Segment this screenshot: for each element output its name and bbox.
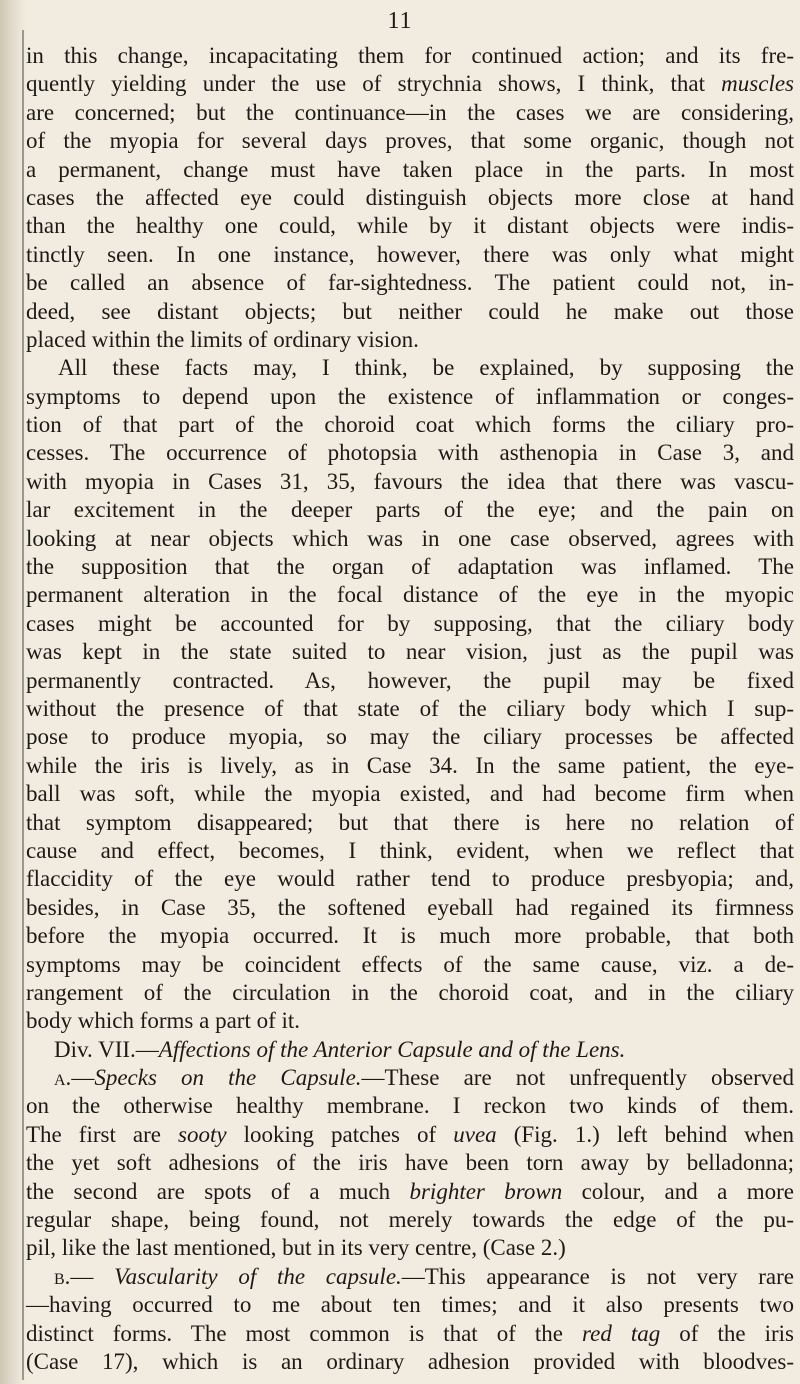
- italic-text: muscles: [721, 71, 794, 97]
- text-run: looking at near objects which was in one case observed, agrees with: [26, 525, 794, 551]
- text-run: regular shape, being found, not merely towards the edge of the pu-: [26, 1207, 794, 1233]
- text-line: [26, 70, 794, 98]
- text-run: in this change, incapacitating them for continued action; and its fre-: [26, 43, 794, 68]
- text-run: cesses. The occurrence of photopsia with asthenopia in Case 3, and: [26, 440, 794, 466]
- italic-text: red tag: [582, 1320, 661, 1346]
- text-line: [26, 723, 794, 751]
- text-line: [26, 1121, 794, 1149]
- text-line: [26, 752, 794, 780]
- italic-text: Specks on the Capsule.: [94, 1065, 362, 1091]
- text-run: tion of that part of the choroid coat which forms the ciliary pro-: [26, 412, 794, 438]
- text-run: colour, and a more: [562, 1178, 794, 1204]
- text-run: are concerned; but the continuance—in the cases we are considering,: [26, 99, 794, 125]
- text-line: [26, 837, 794, 865]
- text-line: [26, 610, 794, 638]
- text-run: that symptom disappeared; but that there is here no relation of: [26, 809, 794, 835]
- text-run: —: [70, 1263, 115, 1289]
- text-run: rangement of the circulation in the choroid coat, and in the ciliary: [26, 979, 794, 1005]
- text-line: [26, 979, 794, 1007]
- text-run: distinct forms. The most common is that of the: [26, 1320, 583, 1346]
- text-line: [26, 1348, 794, 1376]
- text-run: permanent alteration in the focal distance of the eye in the myopic: [26, 582, 794, 608]
- text-line: [26, 1263, 794, 1291]
- text-line: [26, 667, 794, 695]
- text-line: [26, 894, 794, 922]
- text-run: All these facts may, I think, be explained, by supposing the: [58, 355, 794, 381]
- text-run: the second are spots of a much: [26, 1178, 410, 1204]
- text-line: [26, 241, 794, 269]
- text-line: [26, 1320, 794, 1348]
- text-run: before the myopia occurred. It is much more probable, that both: [26, 923, 794, 949]
- text-run: a permanent, change must have taken place in the parts. In most: [26, 156, 794, 182]
- text-line: [26, 525, 794, 553]
- text-run: (Fig. 1.) left behind when: [496, 1121, 794, 1147]
- text-run: tinctly seen. In one instance, however, there was only what might: [26, 241, 794, 267]
- text-run: of the myopia for several days proves, that some organic, though not: [26, 128, 794, 154]
- text-line: [26, 411, 794, 439]
- italic-text: Affections of the Anterior Capsule and of the Lens.: [158, 1036, 626, 1062]
- text-run: pil, like the last mentioned, but in its very centre, (Case 2.): [26, 1235, 566, 1261]
- binding-gutter-line: [22, 30, 24, 1380]
- text-line: [26, 184, 794, 212]
- text-line: [26, 581, 794, 609]
- text-run: without the presence of that state of the ciliary body which I sup-: [26, 695, 794, 721]
- text-run: deed, see distant objects; but neither could he make out those: [26, 298, 794, 324]
- text-line: [26, 1007, 794, 1035]
- text-line: [26, 1064, 794, 1092]
- text-run: while the iris is lively, as in Case 34. In the same patient, the eye-: [26, 752, 794, 778]
- body-text: [26, 42, 794, 1376]
- text-line: [26, 42, 794, 70]
- text-run: The first are: [26, 1121, 179, 1147]
- text-line: [26, 439, 794, 467]
- text-run: body which forms a part of it.: [26, 1008, 301, 1034]
- text-line: [26, 383, 794, 411]
- text-run: lar excitement in the deeper parts of the eye; and the pain on: [26, 497, 794, 523]
- text-run: of the iris: [660, 1320, 794, 1346]
- text-line: [26, 99, 794, 127]
- text-run: (Case 17), which is an ordinary adhesion provided with bloodves-: [26, 1348, 794, 1374]
- text-run: was kept in the state suited to near vision, just as the pupil was: [26, 639, 794, 665]
- text-line: [26, 638, 794, 666]
- text-line: [26, 212, 794, 240]
- text-run: besides, in Case 35, the softened eyeball had regained its firmness: [26, 894, 794, 920]
- section-heading: [26, 1036, 794, 1064]
- text-line: [26, 127, 794, 155]
- text-run: ball was soft, while the myopia existed, and had become firm when: [26, 781, 794, 807]
- text-run: looking patches of: [226, 1121, 454, 1147]
- text-run: —: [71, 1065, 95, 1091]
- text-line: [26, 695, 794, 723]
- text-run: flaccidity of the eye would rather tend to produce presbyopia; and,: [26, 866, 794, 892]
- text-line: [26, 1149, 794, 1177]
- text-line: [26, 496, 794, 524]
- italic-text: uvea: [453, 1121, 497, 1147]
- text-line: [26, 269, 794, 297]
- text-line: [26, 326, 794, 354]
- text-run: cases might be accounted for by supposing, that the ciliary body: [26, 610, 794, 636]
- text-line: [26, 468, 794, 496]
- text-run: symptoms to depend upon the existence of inflammation or conges-: [26, 383, 794, 409]
- italic-text: sooty: [178, 1121, 227, 1147]
- text-line: [26, 809, 794, 837]
- text-line: [26, 298, 794, 326]
- text-run: quently yielding under the use of strychnia shows, I think, that: [26, 71, 722, 97]
- text-line: [26, 922, 794, 950]
- text-run: —This appearance is not very rare: [401, 1263, 794, 1289]
- text-line: [26, 1234, 794, 1262]
- text-run: a.: [54, 1065, 72, 1091]
- text-run: with myopia in Cases 31, 35, favours the idea that there was vascu-: [26, 468, 794, 494]
- text-run: than the healthy one could, while by it distant objects were indis-: [26, 213, 794, 239]
- text-run: —having occurred to me about ten times; and it also presents two: [26, 1292, 794, 1318]
- text-line: [26, 1092, 794, 1120]
- text-line: [26, 780, 794, 808]
- text-line: [26, 354, 794, 382]
- italic-text: Vascularity of the capsule.: [114, 1263, 402, 1289]
- text-run: Div. VII.—: [54, 1036, 159, 1062]
- text-line: [26, 1206, 794, 1234]
- text-run: be called an absence of far-sightedness. The patient could not, in-: [26, 270, 794, 296]
- text-line: [26, 156, 794, 184]
- text-run: b.: [54, 1263, 71, 1289]
- text-line: [26, 1178, 794, 1206]
- text-line: [26, 865, 794, 893]
- text-line: [26, 1291, 794, 1319]
- text-run: the supposition that the organ of adaptation was inflamed. The: [26, 554, 794, 580]
- text-run: on the otherwise healthy membrane. I reckon two kinds of them.: [26, 1093, 794, 1119]
- italic-text: brighter brown: [409, 1178, 563, 1204]
- text-run: placed within the limits of ordinary vision.: [26, 326, 419, 352]
- text-run: —These are not unfrequently observed: [361, 1065, 794, 1091]
- text-run: permanently contracted. As, however, the pupil may be fixed: [26, 667, 794, 693]
- text-run: the yet soft adhesions of the iris have been torn away by belladonna;: [26, 1150, 794, 1176]
- text-run: pose to produce myopia, so may the ciliary processes be affected: [26, 724, 794, 750]
- text-run: cases the affected eye could distinguish objects more close at hand: [26, 184, 794, 210]
- text-run: symptoms may be coincident effects of the same cause, viz. a de-: [26, 951, 794, 977]
- text-line: [26, 553, 794, 581]
- page-number: 11: [387, 8, 413, 34]
- text-run: cause and effect, becomes, I think, evident, when we reflect that: [26, 837, 794, 863]
- text-line: [26, 951, 794, 979]
